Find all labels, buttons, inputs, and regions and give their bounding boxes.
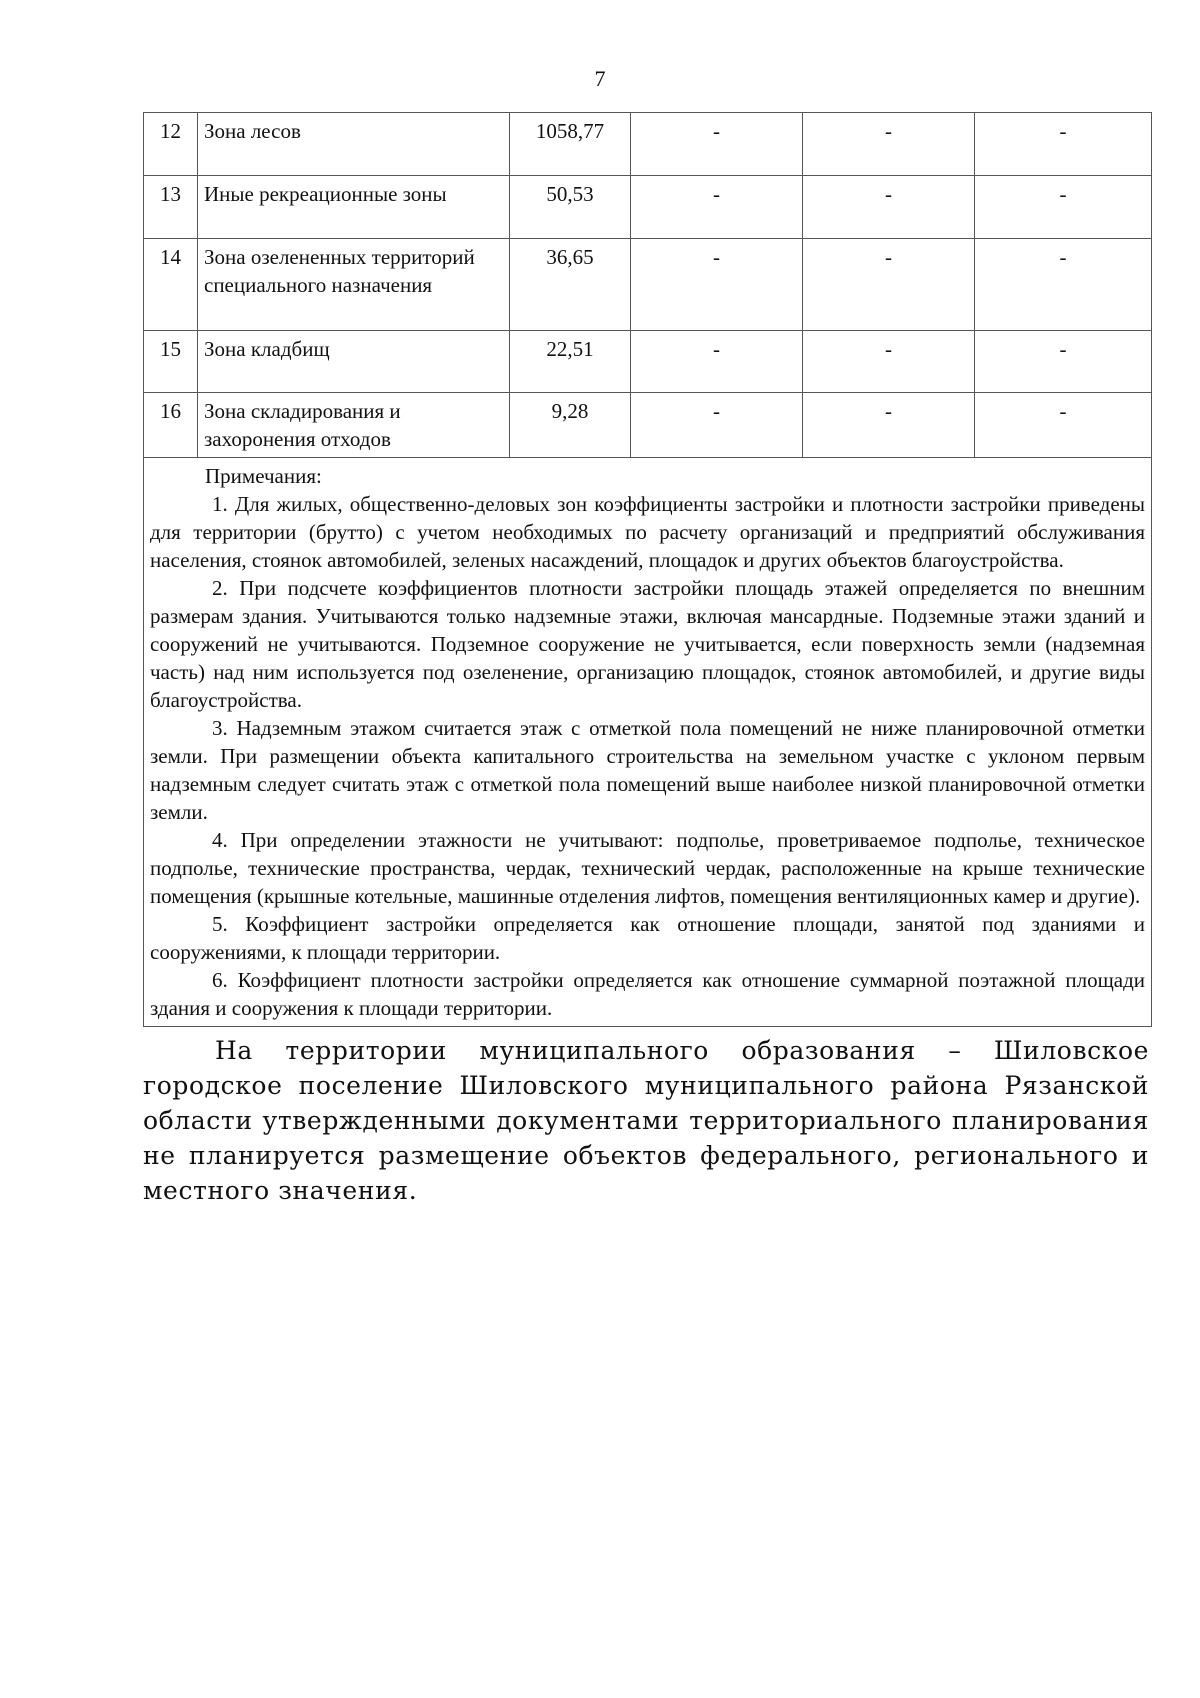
cell-col6: - [975, 113, 1152, 176]
note-item: 5. Коэффициент застройки определяется как отношение площади, занятой под зданиями и сооружениями, к площади территории. [150, 912, 1145, 964]
table-row [144, 113, 1152, 176]
table-row [144, 393, 1152, 458]
cell-col4: - [631, 113, 803, 176]
cell-col5: - [803, 113, 975, 176]
zones-table [143, 112, 1152, 1027]
zone-name: Зона кладбищ [198, 331, 510, 393]
notes-cell [144, 458, 1152, 1027]
cell-col6: - [975, 239, 1152, 331]
cell-col5: - [803, 176, 975, 239]
zone-area: 50,53 [510, 176, 631, 239]
zone-area: 36,65 [510, 239, 631, 331]
note-item: 6. Коэффициент плотности застройки определяется как отношение суммарной поэтажной площади здания и сооружения к площади территории. [150, 968, 1145, 1020]
table-row [144, 239, 1152, 331]
cell-col4: - [631, 393, 803, 458]
row-number: 12 [144, 113, 198, 176]
row-number: 14 [144, 239, 198, 331]
notes-row [144, 458, 1152, 1027]
closing-paragraph: На территории муниципального образования – Шиловское городское поселение Шиловского муниципального района Рязанской области утвержденными документами территориального планирования не планируется размещение объектов федерального, регионального и местного значения. [143, 1036, 1149, 1205]
note-item: 3. Надземным этажом считается этаж с отметкой пола помещений не ниже планировочной отметки земли. При размещении объекта капитального строительства на земельном участке с уклоном первым надземным следует считать этаж с отметкой пола помещений выше наиболее низкой планировочной отметки земли. [150, 716, 1145, 824]
cell-col6: - [975, 176, 1152, 239]
cell-col4: - [631, 176, 803, 239]
cell-col6: - [975, 331, 1152, 393]
zone-area: 1058,77 [510, 113, 631, 176]
cell-col5: - [803, 331, 975, 393]
zone-name: Зона озелененных территорий специального назначения [198, 239, 510, 331]
row-number: 15 [144, 331, 198, 393]
table-row [144, 176, 1152, 239]
note-item: 2. При подсчете коэффициентов плотности застройки площадь этажей определяется по внешним размерам здания. Учитываются только надземные этажи, включая мансардные. Подземные этажи зданий и сооружений не учитываются. Подземное сооружение не учитывается, если поверхность земли (надземная часть) над ним используется под озеленение, организацию площадок, стоянок автомобилей, и другие виды благоустройства. [150, 576, 1145, 712]
note-item: 4. При определении этажности не учитывают: подполье, проветриваемое подполье, техническое подполье, технические пространства, чердак, технический чердак, расположенные на крыше технические помещения (крышные котельные, машинные отделения лифтов, помещения вентиляционных камер и другие). [150, 828, 1145, 908]
cell-col5: - [803, 393, 975, 458]
zone-area: 9,28 [510, 393, 631, 458]
zone-name: Иные рекреационные зоны [198, 176, 510, 239]
zone-area: 22,51 [510, 331, 631, 393]
cell-col4: - [631, 331, 803, 393]
notes-title: Примечания: [205, 464, 322, 488]
row-number: 16 [144, 393, 198, 458]
zone-name: Зона складирования и захоронения отходов [198, 393, 510, 458]
cell-col6: - [975, 393, 1152, 458]
cell-col5: - [803, 239, 975, 331]
cell-col4: - [631, 239, 803, 331]
table-row [144, 331, 1152, 393]
page-number: 7 [594, 66, 606, 91]
zone-name: Зона лесов [198, 113, 510, 176]
note-item: 1. Для жилых, общественно-деловых зон коэффициенты застройки и плотности застройки приведены для территории (брутто) с учетом необходимых по расчету организаций и предприятий обслуживания населения, стоянок автомобилей, зеленых насаждений, площадок и других объектов благоустройства. [150, 492, 1145, 572]
row-number: 13 [144, 176, 198, 239]
